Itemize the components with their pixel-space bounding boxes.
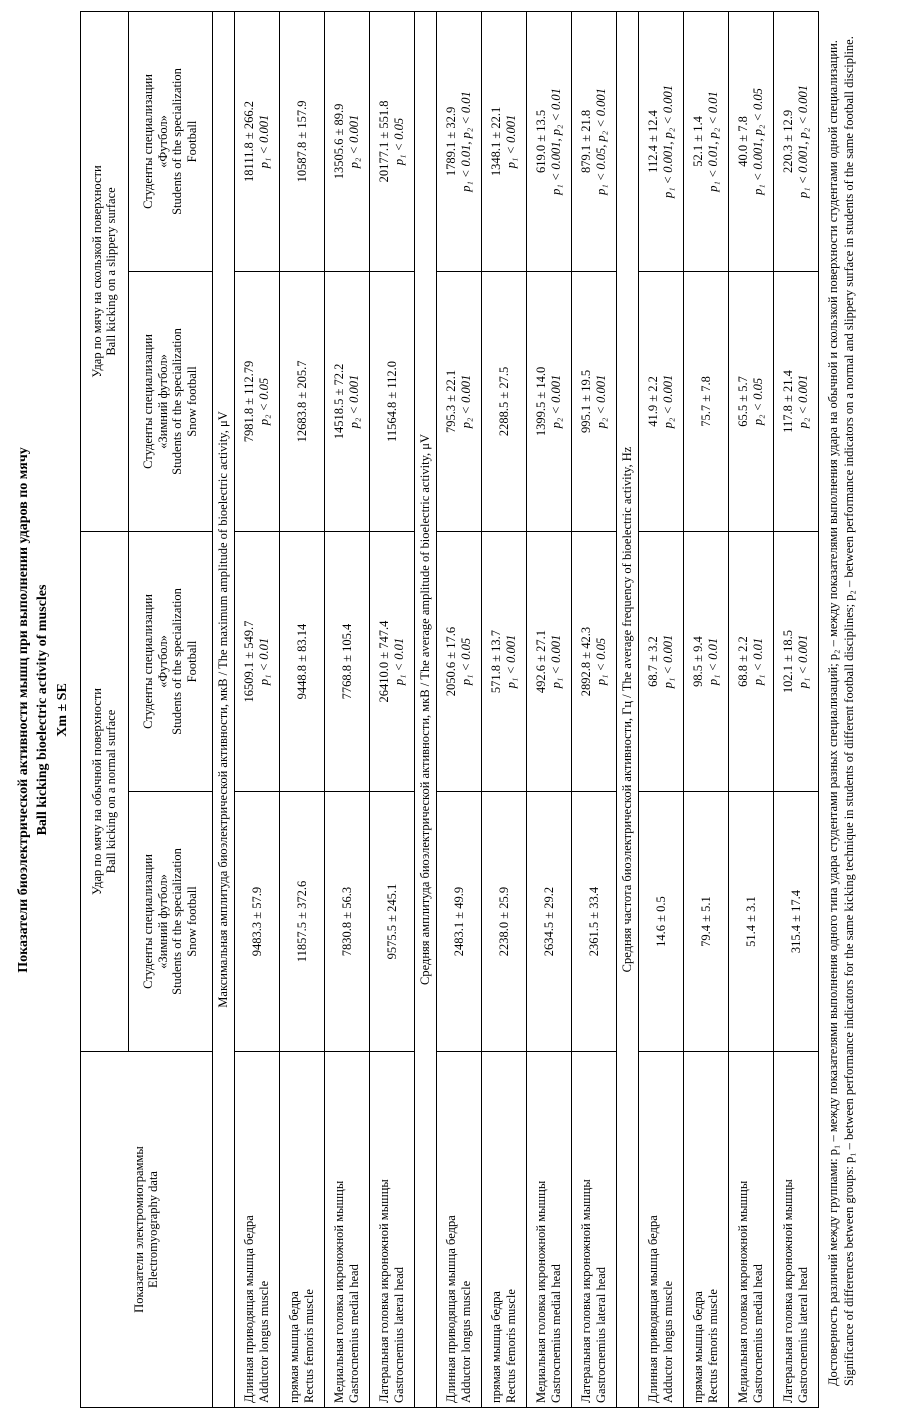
value-text: 7981.8 ± 112.79 — [242, 360, 257, 443]
subcol-line: Students of the specialization — [170, 588, 185, 735]
subcol-line: Students of the specialization — [170, 328, 185, 475]
subcol-line: Students of the specialization — [170, 68, 185, 215]
value-text: 2634.5 ± 29.2 — [541, 886, 556, 957]
value-cell — [683, 531, 728, 791]
value-text: 7830.8 ± 56.3 — [339, 886, 354, 957]
value-text: 9448.8 ± 83.14 — [294, 623, 309, 700]
p-value-text: p₁ < 0.001 — [660, 634, 675, 689]
value-text: 9483.3 ± 57.9 — [249, 886, 264, 957]
value-cell — [638, 792, 683, 1052]
muscle-name-en: Adductor longus muscle — [458, 1280, 473, 1403]
table-row — [526, 11, 571, 1407]
value-cell — [683, 11, 728, 271]
value-cell — [279, 792, 324, 1052]
value-cell — [571, 531, 616, 791]
subcol-line: «Футбол» — [155, 115, 170, 168]
muscle-name-ru: Длинная приводящая мышца бедра — [646, 1215, 661, 1403]
muscle-name-en: Rectus femoris muscle — [301, 1289, 316, 1403]
value-cell — [481, 11, 526, 271]
muscle-name-ru: Латеральная головка икроножной мышцы — [377, 1179, 392, 1403]
value-cell — [638, 11, 683, 271]
muscle-name-en: Rectus femoris muscle — [705, 1289, 720, 1403]
section-header-row — [616, 11, 638, 1407]
table-row — [773, 11, 818, 1407]
p-value-text: p₂ < 0.001 — [593, 374, 608, 429]
value-text: 795.3 ± 22.1 — [444, 369, 459, 434]
value-text: 7768.8 ± 105.4 — [339, 623, 354, 700]
value-text: 26410.0 ± 747.4 — [377, 620, 392, 703]
table-row — [234, 11, 279, 1407]
group-header-slippery-ru: Удар по мячу на скользкой поверхности — [89, 165, 104, 378]
subcol-line: Студенты специализации — [140, 854, 155, 989]
value-text: 40.0 ± 7.8 — [736, 116, 751, 167]
section-header-row — [414, 11, 436, 1407]
value-text: 619.0 ± 13.5 — [534, 109, 549, 174]
section-header: Средняя частота биоэлектрической активности, Гц / The average frequency of bioelectric activity, Hz — [616, 11, 638, 1407]
subcol-line: Студенты специализации — [140, 594, 155, 729]
value-cell — [571, 271, 616, 531]
muscle-name-cell — [324, 1052, 369, 1408]
group-header-normal-en: Ball kicking on a normal surface — [104, 709, 119, 874]
value-text: 315.4 ± 17.4 — [788, 889, 803, 954]
value-cell — [571, 792, 616, 1052]
p-value-text: p₁ < 0.05, p₂ < 0.001 — [593, 88, 608, 195]
subcol-line: Students of the specialization — [170, 848, 185, 995]
muscle-name-ru: Латеральная головка икроножной мышцы — [579, 1179, 594, 1403]
muscle-name-ru: прямая мышца бедра — [489, 1291, 504, 1403]
value-cell — [526, 271, 571, 531]
table-row — [683, 11, 728, 1407]
subcol-line: «Зимний футбол» — [155, 874, 170, 969]
value-text: 2288.5 ± 27.5 — [496, 366, 511, 437]
value-text: 68.8 ± 2.2 — [736, 636, 751, 687]
value-text: 879.1 ± 21.8 — [579, 109, 594, 174]
subcol-line: Football — [185, 640, 200, 683]
value-text: 65.5 ± 5.7 — [736, 376, 751, 427]
value-cell — [571, 11, 616, 271]
value-text: 2361.5 ± 33.4 — [586, 886, 601, 957]
p-value-text: p₁ < 0.05 — [593, 637, 608, 686]
value-cell — [436, 11, 481, 271]
value-text: 12683.8 ± 205.7 — [294, 360, 309, 443]
value-cell — [728, 271, 773, 531]
muscle-name-cell — [436, 1052, 481, 1408]
value-text: 98.5 ± 9.4 — [691, 636, 706, 687]
data-table — [80, 11, 819, 1408]
value-text: 117.8 ± 21.4 — [781, 370, 796, 433]
value-text: 11564.8 ± 112.0 — [384, 361, 399, 442]
value-text: 2892.8 ± 42.3 — [579, 626, 594, 697]
muscle-name-cell — [369, 1052, 414, 1408]
muscle-name-en: Adductor longus muscle — [660, 1280, 675, 1403]
value-cell — [234, 531, 279, 791]
subcol-header-football-normal — [128, 531, 212, 791]
table-row — [279, 11, 324, 1407]
p-value-text: p₁ < 0.01 — [705, 637, 720, 686]
subcol-line: «Футбол» — [155, 635, 170, 688]
value-text: 2483.1 ± 49.9 — [451, 886, 466, 957]
section-header-row — [212, 11, 234, 1407]
p-value-text: p₁ < 0.01 — [750, 637, 765, 686]
value-cell — [683, 792, 728, 1052]
value-cell — [279, 531, 324, 791]
muscle-name-cell — [279, 1052, 324, 1408]
muscle-name-en: Rectus femoris muscle — [503, 1289, 518, 1403]
footnote-en: Significance of differences between groups: p₁ – between performance indicators for the same kicking technique in students of different football disciplines; p₂ – between performance indicators on a normal and slippery surface in students of the same football discipline. — [841, 36, 856, 1386]
value-cell — [773, 792, 818, 1052]
value-text: 2238.0 ± 25.9 — [496, 886, 511, 957]
value-cell — [481, 271, 526, 531]
value-cell — [234, 11, 279, 271]
muscle-name-cell — [683, 1052, 728, 1408]
section-header: Средняя амплитуда биоэлектрической активности, мкВ / The average amplitude of bioelectric activity, μV — [414, 11, 436, 1407]
value-cell — [773, 531, 818, 791]
group-header-slippery-surface — [80, 11, 128, 531]
footnote-ru: Достоверность различий между группами: p₁ – между показателями выполнения одного типа удара студентами разных специализаций; p₂ – между показателями выполнения удара на обычной и скользкой поверхности студентами одной специализации. — [825, 40, 840, 1386]
value-text: 2050.6 ± 17.6 — [444, 626, 459, 697]
muscle-name-en: Adductor longus muscle — [256, 1280, 271, 1403]
value-text: 492.6 ± 27.1 — [534, 629, 549, 694]
subcol-header-snow-normal — [128, 792, 212, 1052]
p-value-text: p₂ < 0.001 — [660, 374, 675, 429]
p-value-text: p₁ < 0.001 — [503, 634, 518, 689]
value-text: 1789.1 ± 32.9 — [444, 106, 459, 177]
value-cell — [324, 11, 369, 271]
table-title-en: Ball kicking bioelectric activity of muscles — [35, 584, 51, 836]
value-cell — [324, 271, 369, 531]
p-value-text: p₁ < 0.05 — [458, 637, 473, 686]
value-text: 18111.8 ± 266.2 — [242, 101, 257, 182]
value-text: 10587.8 ± 157.9 — [294, 100, 309, 183]
muscle-name-cell — [481, 1052, 526, 1408]
subcol-header-football-slippery — [128, 11, 212, 271]
muscle-name-cell — [728, 1052, 773, 1408]
value-cell — [526, 531, 571, 791]
p-value-text: p₂ < 0.001 — [346, 374, 361, 429]
value-cell — [728, 531, 773, 791]
p-value-text: p₂ < 0.001 — [458, 374, 473, 429]
value-text: 9575.5 ± 245.1 — [384, 883, 399, 960]
muscle-name-en: Gastrocnemius medial head — [346, 1264, 361, 1403]
emg-column-header-en: Electromyography data — [146, 1171, 161, 1288]
p-value-text: p₂ < 0.05 — [750, 377, 765, 426]
value-text: 75.7 ± 7.8 — [698, 376, 713, 427]
muscle-name-cell — [773, 1052, 818, 1408]
value-text: 14518.5 ± 72.2 — [332, 363, 347, 440]
value-cell — [773, 271, 818, 531]
emg-column-header-ru: Показатели электромиограммы — [131, 1146, 146, 1313]
muscle-name-cell — [571, 1052, 616, 1408]
muscle-name-ru: прямая мышца бедра — [691, 1291, 706, 1403]
table-row — [571, 11, 616, 1407]
value-cell — [234, 271, 279, 531]
p-value-text: p₁ < 0.001, p₂ < 0.01 — [548, 88, 563, 195]
p-value-text: p₂ < 0.05 — [256, 377, 271, 426]
muscle-name-en: Gastrocnemius medial head — [750, 1264, 765, 1403]
value-text: 41.9 ± 2.2 — [646, 376, 661, 427]
value-cell — [728, 11, 773, 271]
subcol-line: Snow football — [185, 886, 200, 957]
p-value-text: p₁ < 0.01 — [256, 637, 271, 686]
group-header-normal-surface — [80, 531, 128, 1051]
value-cell — [436, 531, 481, 791]
value-cell — [638, 531, 683, 791]
table-row — [728, 11, 773, 1407]
p-value-text: p₁ < 0.001 — [795, 634, 810, 689]
value-text: 52.1 ± 1.4 — [691, 116, 706, 167]
value-cell — [369, 531, 414, 791]
subcol-line: «Зимний футбол» — [155, 354, 170, 449]
value-text: 102.1 ± 18.5 — [781, 629, 796, 694]
p-value-text: p₁ < 0.01 — [391, 637, 406, 686]
value-text: 995.1 ± 19.5 — [579, 369, 594, 434]
muscle-name-en: Gastrocnemius lateral head — [795, 1266, 810, 1403]
p-value-text: p₁ < 0.01, p₂ < 0.01 — [458, 91, 473, 192]
value-cell — [526, 11, 571, 271]
group-header-slippery-en: Ball kicking on a slippery surface — [104, 187, 119, 356]
value-cell — [481, 531, 526, 791]
value-text: 1399.5 ± 14.0 — [534, 366, 549, 437]
p-value-text: p₁ < 0.001 — [548, 634, 563, 689]
muscle-name-ru: прямая мышца бедра — [287, 1291, 302, 1403]
value-cell — [526, 792, 571, 1052]
muscle-name-ru: Длинная приводящая мышца бедра — [444, 1215, 459, 1403]
muscle-name-ru: Длинная приводящая мышца бедра — [242, 1215, 257, 1403]
p-value-text: p₁ < 0.001, p₂ < 0.05 — [750, 88, 765, 195]
value-cell — [728, 792, 773, 1052]
value-cell — [481, 792, 526, 1052]
value-cell — [369, 11, 414, 271]
p-value-text: p₁ < 0.001, p₂ < 0.001 — [795, 84, 810, 199]
footnotes — [825, 12, 857, 1408]
value-text: 220.3 ± 12.9 — [781, 109, 796, 174]
value-text: 1348.1 ± 22.1 — [489, 106, 504, 177]
muscle-name-en: Gastrocnemius medial head — [548, 1264, 563, 1403]
muscle-name-ru: Медиальная головка икроножной мышцы — [736, 1180, 751, 1403]
value-text: 16509.1 ± 549.7 — [242, 620, 257, 703]
muscle-name-cell — [638, 1052, 683, 1408]
value-text: 571.8 ± 13.7 — [489, 629, 504, 694]
value-cell — [324, 792, 369, 1052]
muscle-name-cell — [234, 1052, 279, 1408]
muscle-name-ru: Медиальная головка икроножной мышцы — [332, 1180, 347, 1403]
section-header: Максимальная амплитуда биоэлектрической активности, мкВ / The maximum amplitude of bioelectric activity, μV — [212, 11, 234, 1407]
value-cell — [279, 11, 324, 271]
muscle-name-en: Gastrocnemius lateral head — [391, 1266, 406, 1403]
emg-column-header — [80, 1052, 212, 1408]
group-header-normal-ru: Удар по мячу на обычной поверхности — [89, 688, 104, 895]
p-value-text: p₂ < 0.001 — [346, 114, 361, 169]
table-title — [14, 12, 72, 1408]
value-text: 68.7 ± 3.2 — [646, 636, 661, 687]
value-cell — [369, 792, 414, 1052]
muscle-name-cell — [526, 1052, 571, 1408]
value-cell — [436, 792, 481, 1052]
p-value-text: p₁ < 0.05 — [391, 117, 406, 166]
p-value-text: p₂ < 0.001 — [548, 374, 563, 429]
table-row — [324, 11, 369, 1407]
subcol-line: Студенты специализации — [140, 74, 155, 209]
table-title-ru: Показатели биоэлектрической активности мышц при выполнении ударов по мячу — [16, 447, 31, 973]
p-value-text: p₁ < 0.001 — [503, 114, 518, 169]
value-text: 112.4 ± 12.4 — [646, 110, 661, 173]
subcol-line: Football — [185, 120, 200, 163]
muscle-name-ru: Латеральная головка икроножной мышцы — [781, 1179, 796, 1403]
value-cell — [638, 271, 683, 531]
value-cell — [773, 11, 818, 271]
p-value-text: p₁ < 0.01, p₂ < 0.01 — [705, 91, 720, 192]
table-row — [369, 11, 414, 1407]
value-text: 11857.5 ± 372.6 — [294, 880, 309, 963]
value-cell — [369, 271, 414, 531]
p-value-text: p₁ < 0.001, p₂ < 0.001 — [660, 84, 675, 199]
table-row — [436, 11, 481, 1407]
value-cell — [324, 531, 369, 791]
muscle-name-en: Gastrocnemius lateral head — [593, 1266, 608, 1403]
table-row — [481, 11, 526, 1407]
value-cell — [683, 271, 728, 531]
p-value-text: p₂ < 0.001 — [795, 374, 810, 429]
p-value-text: p₁ < 0.001 — [256, 114, 271, 169]
table-row — [638, 11, 683, 1407]
value-text: 79.4 ± 5.1 — [698, 896, 713, 947]
subcol-header-snow-slippery — [128, 271, 212, 531]
value-text: 13505.6 ± 89.9 — [332, 103, 347, 180]
value-text: 51.4 ± 3.1 — [743, 896, 758, 947]
table-title-stat: Xm ± SE — [54, 683, 70, 737]
value-cell — [234, 792, 279, 1052]
subcol-line: Студенты специализации — [140, 334, 155, 469]
muscle-name-ru: Медиальная головка икроножной мышцы — [534, 1180, 549, 1403]
value-cell — [436, 271, 481, 531]
value-text: 14.6 ± 0.5 — [653, 896, 668, 947]
subcol-line: Snow football — [185, 366, 200, 437]
group-header-row — [80, 11, 128, 1407]
value-text: 20177.1 ± 551.8 — [377, 100, 392, 183]
value-cell — [279, 271, 324, 531]
